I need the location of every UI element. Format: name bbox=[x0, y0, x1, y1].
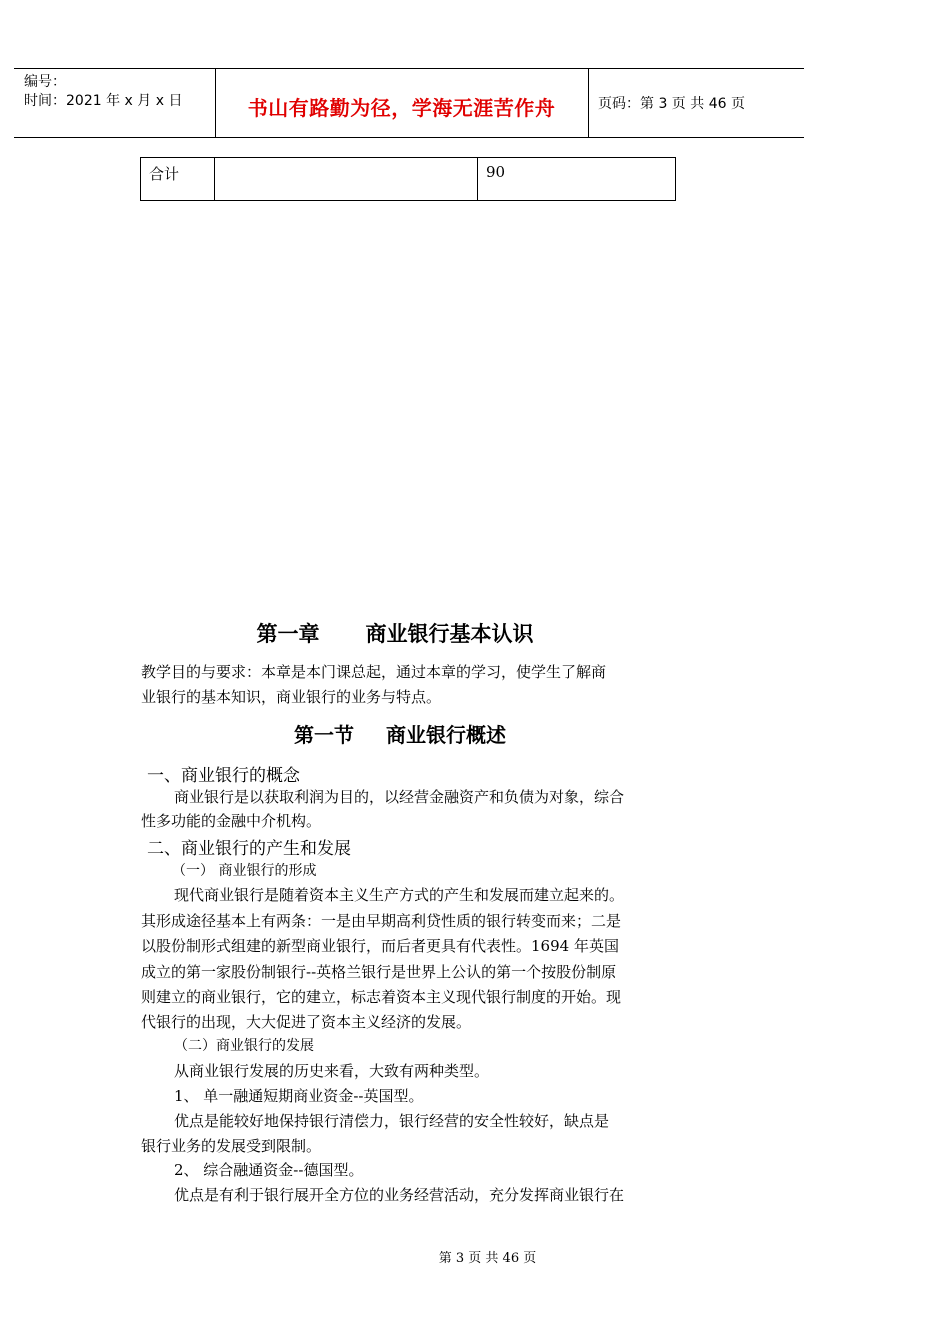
item2-desc-line-1: 优点是有利于银行展开全方位的业务经营活动，充分发挥商业银行在 bbox=[174, 1186, 625, 1204]
heading-origin: 二、商业银行的产生和发展 bbox=[147, 839, 351, 859]
subheading-development: （二）商业银行的发展 bbox=[174, 1038, 314, 1054]
para3: 从商业银行发展的历史来看，大致有两种类型。 bbox=[174, 1062, 490, 1080]
header-page-cell bbox=[588, 69, 804, 137]
header-page-info: 页码：第 3 页 共 46 页 bbox=[598, 96, 745, 112]
page-footer: 第 3 页 共 46 页 bbox=[438, 1251, 537, 1266]
objectives-line-2: 业银行的基本知识，商业银行的业务与特点。 bbox=[141, 688, 442, 706]
section-heading bbox=[0, 719, 800, 748]
total-middle-cell bbox=[215, 158, 478, 200]
para2-line-3: 以股份制形式组建的新型商业银行，而后者更具有代表性。1694 年英国 bbox=[141, 937, 619, 955]
para2-line-6: 代银行的出现，大大促进了资本主义经济的发展。 bbox=[141, 1013, 472, 1031]
para1-line-1: 商业银行是以获取利润为目的，以经营金融资产和负债为对象，综合 bbox=[174, 788, 625, 806]
subheading-formation: （一） 商业银行的形成 bbox=[172, 863, 317, 879]
section-number: 第一节 bbox=[294, 723, 354, 747]
chapter-number: 第一章 bbox=[256, 622, 320, 646]
list-item-2: 2、 综合融通资金--德国型。 bbox=[174, 1161, 364, 1179]
para2-line-5: 则建立的商业银行，它的建立，标志着资本主义现代银行制度的开始。现 bbox=[141, 988, 622, 1006]
para2-line-4: 成立的第一家股份制银行--英格兰银行是世界上公认的第一个按股份制原 bbox=[141, 963, 617, 981]
header-motto-cell bbox=[215, 69, 589, 137]
chapter-heading bbox=[0, 618, 790, 648]
chapter-title: 商业银行基本认识 bbox=[365, 622, 534, 646]
para1-line-2: 性多功能的金融中介机构。 bbox=[141, 812, 322, 830]
para2-line-2: 其形成途径基本上有两条：一是由早期高利贷性质的银行转变而来；二是 bbox=[141, 912, 622, 930]
document-number: 编号： bbox=[24, 74, 66, 90]
objectives-line-1: 教学目的与要求：本章是本门课总起，通过本章的学习，使学生了解商 bbox=[141, 663, 607, 681]
item1-desc-line-2: 银行业务的发展受到限制。 bbox=[141, 1137, 322, 1155]
section-title: 商业银行概述 bbox=[386, 723, 506, 747]
page-header bbox=[14, 68, 804, 138]
document-time: 时间：2021 年 x 月 x 日 bbox=[24, 93, 183, 109]
total-value-cell: 90 bbox=[486, 163, 506, 181]
list-item-1: 1、 单一融通短期商业资金--英国型。 bbox=[174, 1087, 424, 1105]
total-table bbox=[140, 157, 676, 201]
total-label-cell: 合计 bbox=[141, 158, 215, 200]
motto-text: 书山有路勤为径，学海无涯苦作舟 bbox=[247, 96, 556, 120]
para2-line-1: 现代商业银行是随着资本主义生产方式的产生和发展而建立起来的。 bbox=[174, 886, 625, 904]
header-meta-cell bbox=[14, 69, 216, 137]
item1-desc-line-1: 优点是能较好地保持银行清偿力，银行经营的安全性较好，缺点是 bbox=[174, 1112, 610, 1130]
heading-concept: 一、商业银行的概念 bbox=[147, 766, 300, 786]
